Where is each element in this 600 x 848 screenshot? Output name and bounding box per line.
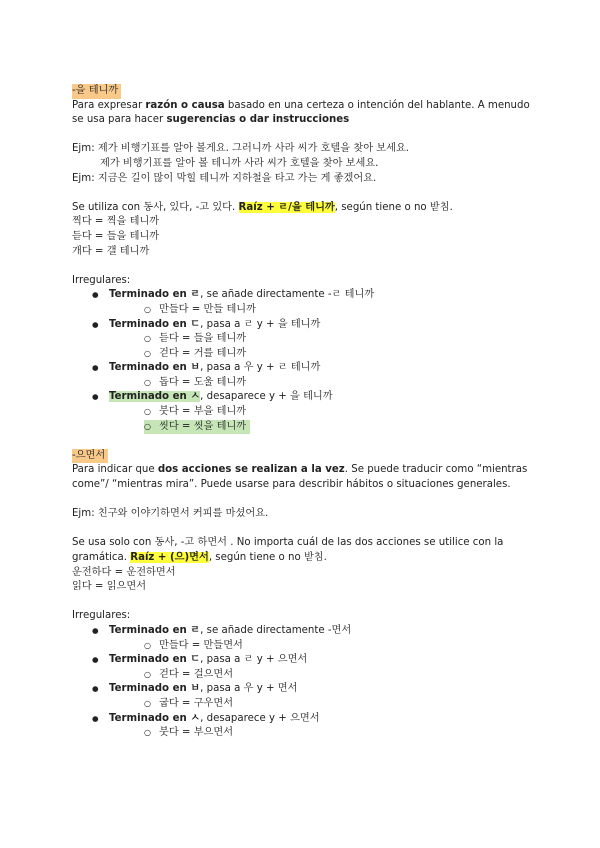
description-paragraph: Para indicar que dos acciones se realizan a la vez. Se puede traducir como “mientras come”/ “mientras mira”. Puede usarse para describir hábitos o situaciones generales. (72, 464, 528, 491)
irregulares-label: Irregulares: (72, 274, 131, 286)
list-item: ● Terminado en ㅂ, pasa a 우 y + ㄹ 테니까 ○ 돕다 = 도울 테니까 (92, 361, 534, 390)
example-line: Ejm: 지금은 길이 많이 막힐 테니까 지하철을 타고 가는 게 좋겠어요. (72, 172, 377, 184)
list-item: ● Terminado en ㅅ, desaparece y + 으면서 ○ 붓다 = 부으면서 (92, 712, 534, 741)
list-subitem: ○ 만들다 = 만들면서 (144, 639, 534, 654)
list-subitem: ○ 붓다 = 부을 테니까 (144, 405, 534, 420)
list-item: ● Terminado en ㄹ, se añade directamente -면서 ○ 만들다 = 만들면서 (92, 624, 534, 653)
list-item: ● Terminado en ㅂ, pasa a 우 y + 면서 ○ 굽다 = 구우면서 (92, 682, 534, 711)
irregulares-label: Irregulares: (72, 610, 131, 622)
list-subitem: ○ 듣다 = 들을 테니까 (144, 332, 534, 347)
list-item: ● Terminado en ㄹ, se añade directamente -ㄹ 테니까 ○ 만들다 = 만들 테니까 (92, 288, 534, 317)
conjugation-line: 개다 = 갤 테니까 (72, 245, 150, 257)
grammar-formula-highlight: Raíz + ㄹ/을 테니까 (238, 201, 335, 213)
section-heading: -으면서 (72, 449, 108, 464)
section-eumyeonseo (72, 449, 534, 741)
conjugation-line: 찍다 = 찍을 테니까 (72, 216, 160, 228)
list-subitem: ○ 붓다 = 부으면서 (144, 726, 534, 741)
section-eul-tenikka (72, 84, 534, 434)
example-line: Ejm: 친구와 이야기하면서 커피를 마셨어요. (72, 508, 269, 520)
conjugation-line: 읽다 = 읽으면서 (72, 581, 147, 593)
list-subitem: ○ 돕다 = 도울 테니까 (144, 376, 534, 391)
section-heading: -을 테니까 (72, 84, 121, 99)
list-subitem: ○ 걷다 = 거를 테니까 (144, 347, 534, 362)
description-paragraph: Para expresar razón o causa basado en una certeza o intención del hablante. A menudo se usa para hacer sugerencias o dar instrucciones (72, 99, 530, 126)
list-subitem: ○ 걷다 = 걸으면서 (144, 668, 534, 683)
document-page (72, 84, 534, 741)
list-subitem: ○ 굽다 = 구우면서 (144, 697, 534, 712)
conjugation-line: 듣다 = 들을 테니까 (72, 230, 160, 242)
list-item: ● Terminado en ㄷ, pasa a ㄹ y + 으면서 ○ 걷다 = 걸으면서 (92, 653, 534, 682)
example-line: Ejm: 제가 비행기표를 알아 볼게요. 그러니까 사라 씨가 호텔을 찾아 보세요. (72, 143, 410, 155)
list-item: ● Terminado en ㅅ, desaparece y + 을 테니까 ○ 붓다 = 부을 테니까 ○ 씻다 = 씻을 테니까 (92, 390, 534, 434)
usage-paragraph: Se usa solo con 동사, -고 하면서 . No importa cuál de las dos acciones se utilice con la gramática. Raíz + (으)면서, según tiene o no 받침. (72, 537, 504, 563)
conjugation-line: 운전하다 = 운전하면서 (72, 566, 176, 578)
usage-paragraph: Se utiliza con 동사, 있다, -고 있다. Raíz + ㄹ/을 테니까, según tiene o no 받침. (72, 201, 453, 213)
irregular-list (72, 288, 534, 434)
list-item: ● Terminado en ㄷ, pasa a ㄹ y + 을 테니까 ○ 듣다 = 들을 테니까 ○ 걷다 = 거를 테니까 (92, 318, 534, 362)
grammar-formula-highlight: Raíz + (으)면서 (130, 552, 209, 563)
irregular-list (72, 624, 534, 741)
list-subitem: ○ 만들다 = 만들 테니까 (144, 303, 534, 318)
list-subitem: ○ 씻다 = 씻을 테니까 (144, 420, 250, 435)
example-line: 제가 비행기표를 알아 볼 테니까 사라 씨가 호텔을 찾아 보세요. (100, 157, 379, 169)
